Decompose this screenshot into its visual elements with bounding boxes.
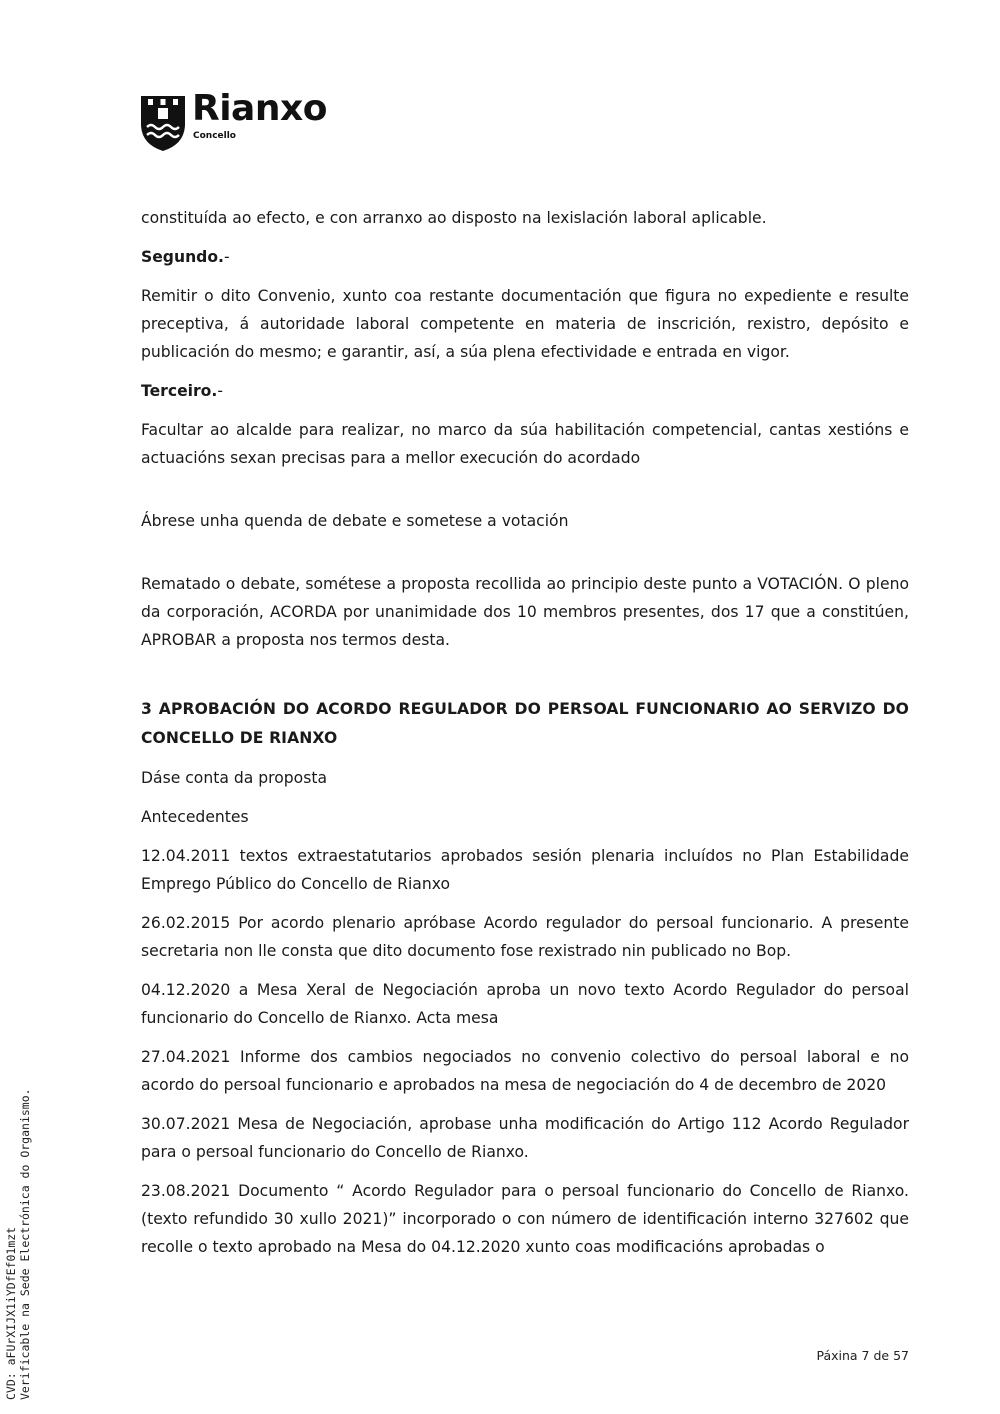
logo-subtitle: Concello bbox=[193, 131, 236, 141]
terceiro-dash: - bbox=[217, 382, 223, 400]
shield-icon bbox=[141, 94, 185, 152]
antecedent-2020: 04.12.2020 a Mesa Xeral de Negociación aproba un novo texto Acordo Regulador do persoal funcionario do Concello de Rianxo. Acta mesa bbox=[141, 981, 909, 1027]
section-heading-3: 3 APROBACIÓN DO ACORDO REGULADOR DO PERSOAL FUNCIONARIO AO SERVIZO DO CONCELLO DE RIANXO bbox=[141, 700, 909, 747]
antecedent-2021-04: 27.04.2021 Informe dos cambios negociados no convenio colectivo do persoal laboral e no acordo do persoal funcionario e aprobados na mesa de negociación do 4 de decembro de 2020 bbox=[141, 1048, 909, 1094]
segundo-label: Segundo. bbox=[141, 248, 224, 266]
section-segundo bbox=[141, 243, 909, 271]
antecedent-2011: 12.04.2011 textos extraestatutarios aprobados sesión plenaria incluídos no Plan Estabilidade Emprego Público do Concello de Rianxo bbox=[141, 847, 909, 893]
document-body bbox=[141, 204, 909, 1272]
cvd-code: CVD: aFUrXIJX1iYDfEf01mzt bbox=[4, 1226, 18, 1400]
antecedent-2021-08: 23.08.2021 Documento “ Acordo Regulador para o persoal funcionario do Concello de Rianxo. (texto refundido 30 xullo 2021)” incorporado o con número de identificación interno 327602 que recolle o texto aprobado na Mesa do 04.12.2020 xunto coas modificacións aprobadas o bbox=[141, 1182, 909, 1256]
paragraph-constituida: constituída ao efecto, e con arranxo ao disposto na lexislación laboral aplicable. bbox=[141, 209, 767, 227]
page-number: Páxina 7 de 57 bbox=[816, 1348, 909, 1363]
concello-logo bbox=[141, 88, 361, 152]
paragraph-remitir: Remitir o dito Convenio, xunto coa restante documentación que figura no expediente e resulte preceptiva, á autoridade laboral competente en materia de inscrición, rexistro, depósito e publicación do mesmo; e garantir, así, a súa plena efectividade e entrada en vigor. bbox=[141, 287, 909, 361]
logo-wordmark: Rianxo bbox=[192, 88, 327, 129]
paragraph-proposta: Dáse conta da proposta bbox=[141, 769, 328, 787]
paragraph-antecedentes: Antecedentes bbox=[141, 808, 249, 826]
paragraph-votacion: Rematado o debate, sométese a proposta recollida ao principio deste punto a VOTACIÓN. O pleno da corporación, ACORDA por unanimidade dos 10 membros presentes, dos 17 que a constitúen, APROBAR a proposta nos termos desta. bbox=[141, 575, 909, 649]
antecedent-2015: 26.02.2015 Por acordo plenario apróbase Acordo regulador do persoal funcionario. A presente secretaria non lle consta que dito documento fose rexistrado nin publicado no Bop. bbox=[141, 914, 909, 960]
antecedent-2021-07: 30.07.2021 Mesa de Negociación, aprobase unha modificación do Artigo 112 Acordo Regulador para o persoal funcionario do Concello de Rianxo. bbox=[141, 1115, 909, 1161]
paragraph-debate: Ábrese unha quenda de debate e sometese a votación bbox=[141, 512, 569, 530]
terceiro-label: Terceiro. bbox=[141, 382, 218, 400]
verification-sidebar bbox=[4, 1088, 32, 1400]
section-terceiro bbox=[141, 377, 909, 405]
verification-note: Verificable na Sede Electrónica do Organismo. bbox=[18, 1088, 32, 1400]
paragraph-facultar: Facultar ao alcalde para realizar, no marco da súa habilitación competencial, cantas xestións e actuacións sexan precisas para a mellor execución do acordado bbox=[141, 421, 909, 467]
segundo-dash: - bbox=[223, 248, 230, 266]
